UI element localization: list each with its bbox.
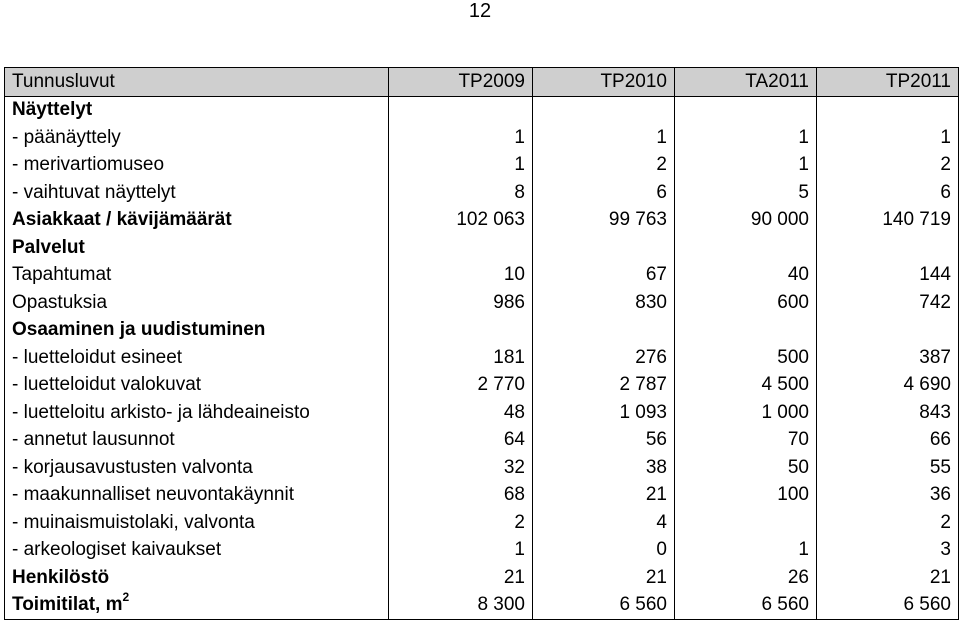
value-cell: 64 (389, 427, 533, 455)
row-label: - arkeologiset kaivaukset (12, 539, 222, 561)
value-cell: 26 (675, 564, 817, 592)
row-label-cell (5, 289, 389, 317)
value-cell (817, 317, 959, 345)
value-cell (389, 234, 533, 262)
row-label: - vaihtuvat näyttelyt (12, 181, 176, 203)
value-cell: 2 (817, 152, 959, 180)
table-row (5, 372, 959, 400)
row-label: - luetteloidut valokuvat (12, 374, 202, 396)
page-number: 12 (468, 0, 492, 22)
value-cell: 8 300 (389, 592, 533, 620)
table-header-row (5, 68, 959, 97)
value-cell (533, 234, 675, 262)
value-cell: 181 (389, 344, 533, 372)
row-label-cell (5, 124, 389, 152)
row-label: Toimitilat, m (12, 594, 123, 616)
row-label-cell (5, 427, 389, 455)
table-row (5, 344, 959, 372)
table-row (5, 564, 959, 592)
table-row (5, 427, 959, 455)
value-cell (533, 96, 675, 124)
value-cell: 102 063 (389, 207, 533, 235)
header-year-cell: TA2011 (675, 68, 817, 97)
value-cell: 6 560 (533, 592, 675, 620)
value-cell: 2 (533, 152, 675, 180)
value-cell: 387 (817, 344, 959, 372)
value-cell: 2 770 (389, 372, 533, 400)
value-cell: 1 (675, 537, 817, 565)
value-cell: 10 (389, 262, 533, 290)
table-row (5, 592, 959, 620)
row-label-cell (5, 482, 389, 510)
value-cell (817, 96, 959, 124)
row-label-cell (5, 152, 389, 180)
row-label: Henkilöstö (12, 566, 110, 588)
row-label: - luetteloitu arkisto- ja lähdeaineisto (12, 401, 310, 423)
header-label-cell: Tunnusluvut (5, 68, 389, 97)
value-cell: 6 (817, 179, 959, 207)
value-cell: 36 (817, 482, 959, 510)
value-cell (389, 96, 533, 124)
value-cell: 70 (675, 427, 817, 455)
table-row (5, 96, 959, 124)
value-cell: 1 (817, 124, 959, 152)
value-cell (675, 234, 817, 262)
value-cell: 1 (675, 152, 817, 180)
value-cell: 32 (389, 454, 533, 482)
value-cell: 55 (817, 454, 959, 482)
value-cell: 1 (389, 124, 533, 152)
value-cell: 830 (533, 289, 675, 317)
value-cell: 21 (389, 564, 533, 592)
row-label-cell (5, 96, 389, 124)
row-label-cell (5, 399, 389, 427)
row-label-cell (5, 344, 389, 372)
value-cell: 90 000 (675, 207, 817, 235)
value-cell: 66 (817, 427, 959, 455)
table-row (5, 399, 959, 427)
row-label-cell (5, 317, 389, 345)
header-year-cell: TP2011 (817, 68, 959, 97)
value-cell: 4 500 (675, 372, 817, 400)
value-cell: 500 (675, 344, 817, 372)
value-cell: 276 (533, 344, 675, 372)
value-cell: 21 (817, 564, 959, 592)
value-cell: 1 (389, 152, 533, 180)
row-label: Opastuksia (12, 291, 108, 313)
value-cell: 0 (533, 537, 675, 565)
row-label-cell (5, 262, 389, 290)
row-label-cell (5, 372, 389, 400)
value-cell (675, 317, 817, 345)
row-label: - annetut lausunnot (12, 429, 175, 451)
table-row (5, 234, 959, 262)
value-cell: 4 690 (817, 372, 959, 400)
value-cell: 50 (675, 454, 817, 482)
value-cell: 99 763 (533, 207, 675, 235)
value-cell: 21 (533, 482, 675, 510)
table-row (5, 317, 959, 345)
row-label: - muinaismuistolaki, valvonta (12, 511, 255, 533)
value-cell: 100 (675, 482, 817, 510)
value-cell: 21 (533, 564, 675, 592)
row-label-cell (5, 454, 389, 482)
value-cell: 38 (533, 454, 675, 482)
row-label: - päänäyttely (12, 126, 121, 148)
row-label: - merivartiomuseo (12, 154, 165, 176)
table-row (5, 289, 959, 317)
value-cell: 1 (533, 124, 675, 152)
row-label-cell (5, 589, 389, 620)
table-row (5, 207, 959, 235)
value-cell: 600 (675, 289, 817, 317)
row-label: Palvelut (12, 236, 85, 258)
row-label-cell (5, 509, 389, 537)
table-row (5, 262, 959, 290)
value-cell: 986 (389, 289, 533, 317)
table-row (5, 124, 959, 152)
value-cell: 6 (533, 179, 675, 207)
row-label: - maakunnalliset neuvontakäynnit (12, 484, 295, 506)
table-row (5, 152, 959, 180)
value-cell (675, 509, 817, 537)
value-cell: 1 (389, 537, 533, 565)
value-cell: 3 (817, 537, 959, 565)
table-row (5, 537, 959, 565)
value-cell: 1 000 (675, 399, 817, 427)
table-row (5, 509, 959, 537)
row-label-cell (5, 234, 389, 262)
value-cell: 5 (675, 179, 817, 207)
value-cell (533, 317, 675, 345)
row-label: Tapahtumat (12, 264, 112, 286)
row-label: Asiakkaat / kävijämäärät (12, 209, 232, 231)
value-cell: 1 (675, 124, 817, 152)
value-cell (389, 317, 533, 345)
value-cell: 140 719 (817, 207, 959, 235)
value-cell: 56 (533, 427, 675, 455)
row-label-cell (5, 207, 389, 235)
row-label: - korjausavustusten valvonta (12, 456, 253, 478)
value-cell: 742 (817, 289, 959, 317)
header-year-cell: TP2009 (389, 68, 533, 97)
value-cell: 48 (389, 399, 533, 427)
value-cell: 6 560 (817, 592, 959, 620)
value-cell: 2 (817, 509, 959, 537)
table-row (5, 454, 959, 482)
value-cell: 2 787 (533, 372, 675, 400)
superscript: 2 (122, 589, 130, 604)
value-cell: 2 (389, 509, 533, 537)
row-label-cell (5, 537, 389, 565)
value-cell: 67 (533, 262, 675, 290)
key-figures-table (4, 67, 959, 620)
value-cell: 40 (675, 262, 817, 290)
row-label-cell (5, 179, 389, 207)
value-cell: 843 (817, 399, 959, 427)
value-cell (817, 234, 959, 262)
table-row (5, 482, 959, 510)
table-row (5, 179, 959, 207)
row-label-cell (5, 564, 389, 592)
header-year-cell: TP2010 (533, 68, 675, 97)
row-label: Osaaminen ja uudistuminen (12, 319, 266, 341)
value-cell: 144 (817, 262, 959, 290)
value-cell: 1 093 (533, 399, 675, 427)
value-cell: 4 (533, 509, 675, 537)
row-label: - luetteloidut esineet (12, 346, 183, 368)
value-cell (675, 96, 817, 124)
value-cell: 8 (389, 179, 533, 207)
value-cell: 6 560 (675, 592, 817, 620)
row-label: Näyttelyt (12, 99, 93, 121)
value-cell: 68 (389, 482, 533, 510)
